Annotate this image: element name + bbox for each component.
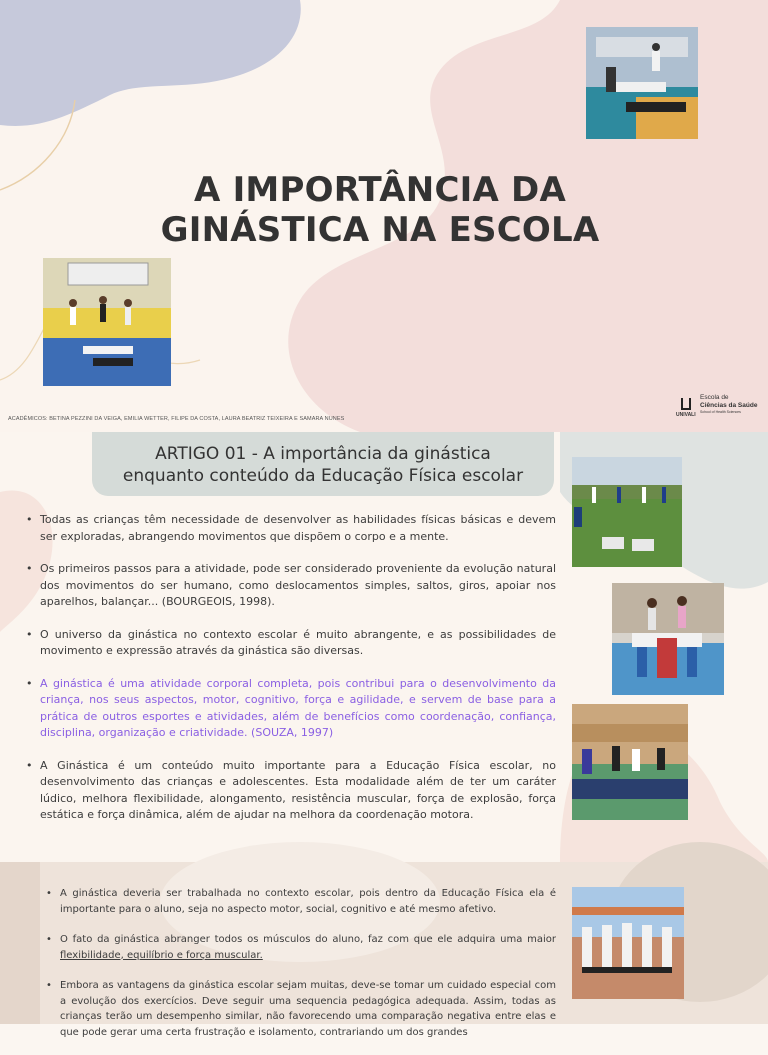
article-bullet-list (26, 512, 556, 840)
list-item (46, 932, 556, 963)
slide-conclusions (0, 862, 768, 1038)
human-pyramid-photo (612, 583, 724, 695)
list-item: • O universo da ginástica no contexto escolar é muito abrangente, e as possibilidades de movimento e expressão através da ginástica são diversas. (26, 627, 556, 660)
list-item-highlighted: • A ginástica é uma atividade corporal completa, pois contribui para o desenvolvimento da criança, nos seus aspectos, motor, cognitivo, força e agilidade, e servem de base para a prática de outros esportes e atividades, além de benefícios como coordenação, confiança, disciplina, organização e criatividade. (SOUZA, 1997) (26, 676, 556, 742)
article-heading-line-2: enquanto conteúdo da Educação Física escolar (122, 466, 524, 486)
outdoor-gymnastics-photo (572, 457, 682, 567)
title-line-1: A IMPORTÂNCIA DA (194, 170, 566, 210)
gym-mats-photo (572, 704, 688, 820)
list-item: • A ginástica deveria ser trabalhada no contexto escolar, pois dentro da Educação Física ela é importante para o aluno, seja no aspecto motor, social, cognitivo e até mesmo afetivo. (46, 886, 556, 917)
list-item: • Os primeiros passos para a atividade, pode ser considerado proveniente da evolução natural dos movimentos do ser humano, como deslocamentos simples, saltos, giros, apoiar nos aparelhos, balançar... (BOURGEOIS, 1998). (26, 561, 556, 611)
underlined-text: flexibilidade, equilíbrio e força muscular. (60, 949, 263, 961)
authors-credit: ACADÊMICOS: BETINA PEZZINI DA VEIGA, EMILIA WETTER, FILIPE DA COSTA, LAURA BEATRIZ TEIXEIRA E SAMARA NUNES (8, 416, 345, 422)
school-logo-line-2: Ciências da Saúde (700, 401, 758, 409)
list-item-text: O fato da ginástica abranger todos os músculos do aluno, faz com que ele adquira uma maior (60, 934, 556, 945)
gymnastics-class-photo (43, 258, 171, 386)
slide-article-01 (0, 432, 768, 862)
slide-title (0, 0, 768, 432)
title-line-2: GINÁSTICA NA ESCOLA (160, 210, 600, 250)
gymnastics-pyramid-photo (586, 27, 698, 139)
conclusion-bullet-list (46, 886, 556, 1055)
univali-logo-text: UNIVALI (676, 412, 696, 418)
article-heading-line-1: ARTIGO 01 - A importância da ginástica (155, 444, 491, 464)
article-heading (92, 432, 554, 496)
students-group-photo (572, 887, 684, 999)
page-title (120, 170, 640, 250)
school-logo-line-3: School of Health Sciences (700, 410, 741, 414)
list-item: • Embora as vantagens da ginástica escolar sejam muitas, deve-se tomar um cuidado especial com a evolução dos exercícios. Deve seguir uma sequencia pedagógica adequada. Assim, todas as crianças terão um desempenho similar, não favorecendo uma comparação negativa entre elas e que pode gerar uma certa frustração e isolamento, contrariando um dos grandes (46, 978, 556, 1040)
univali-logo (676, 398, 696, 418)
list-item: • Todas as crianças têm necessidade de desenvolver as habilidades físicas básicas e devem ser exploradas, abrangendo movimentos que dispõem o corpo e a mente. (26, 512, 556, 545)
school-logo (700, 394, 757, 417)
list-item: • A Ginástica é um conteúdo muito importante para a Educação Física escolar, no desenvolvimento das crianças e adolescentes. Esta modalidade além de ter um caráter lúdico, melhora flexibilidade, alongamento, resistência muscular, força de explosão, força estática e força dinâmica, além de ajudar na melhora da coordenação motora. (26, 758, 556, 824)
school-logo-line-1: Escola de (700, 394, 729, 401)
